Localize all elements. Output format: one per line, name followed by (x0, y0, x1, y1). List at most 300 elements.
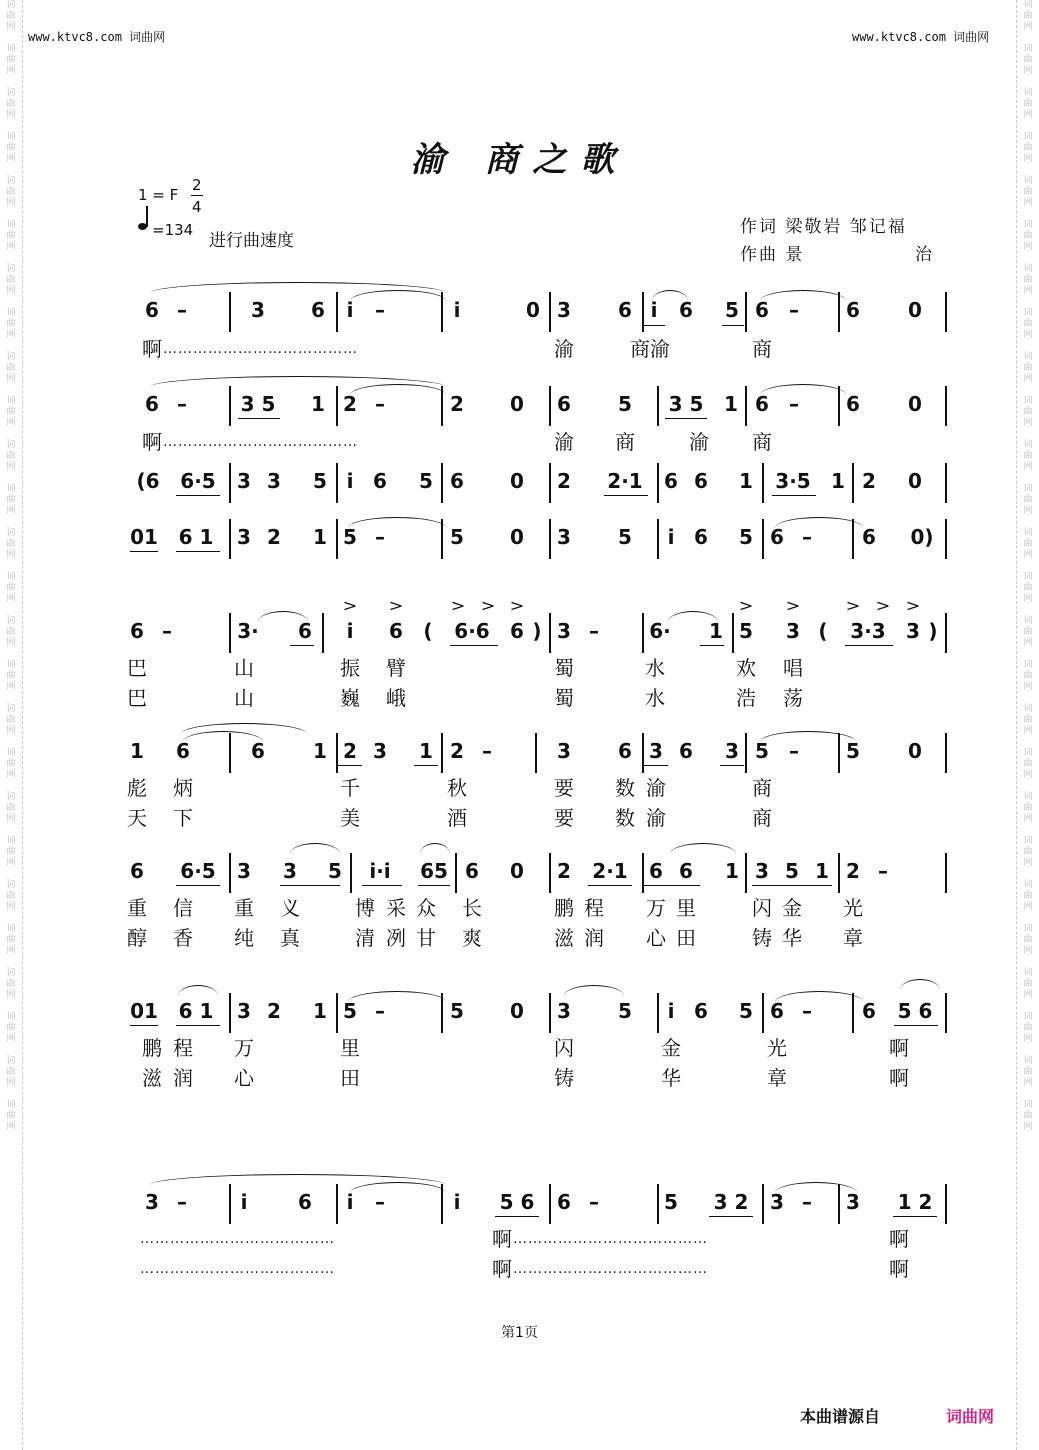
barline (549, 853, 551, 893)
lyric: 华 (782, 926, 802, 950)
barline (945, 733, 947, 773)
note: 5 (755, 739, 769, 763)
slur (652, 290, 688, 301)
note: 2 (557, 859, 571, 883)
underline (604, 495, 648, 496)
slur (420, 843, 450, 854)
accent-mark: > (342, 596, 358, 615)
time-sig-bottom: 4 (192, 198, 202, 216)
tie (760, 384, 846, 395)
lyric: 闪 (752, 896, 772, 920)
barline (441, 733, 443, 773)
lyric-line-2 (0, 430, 1039, 454)
note: 6 (694, 469, 708, 493)
barline (762, 519, 764, 559)
note: 1 (130, 739, 144, 763)
note: 3·3 (850, 619, 886, 643)
underline (643, 325, 665, 326)
lyric: 章 (843, 926, 863, 950)
note: – (789, 739, 799, 763)
lyric-dots: ………………………………… (163, 434, 358, 450)
lyric: 秋 (447, 776, 467, 800)
song-title: 渝 商之歌 (410, 140, 629, 180)
lyric: 万 (234, 1036, 254, 1060)
note: i (650, 298, 658, 322)
note: i (240, 1190, 248, 1214)
lyric: 炳 (173, 776, 193, 800)
note: 3 (237, 469, 251, 493)
lyric: 商 (752, 776, 772, 800)
underline (290, 645, 314, 646)
lyric: 数 (615, 806, 635, 830)
barline (549, 292, 551, 332)
slur (290, 843, 340, 854)
lyric: 里 (676, 896, 696, 920)
note: 6 (130, 619, 144, 643)
note: 6 (251, 739, 265, 763)
note: 0 (510, 999, 524, 1023)
barline (322, 613, 324, 653)
note: 0 (908, 739, 922, 763)
note: 0) (910, 525, 934, 549)
lyric: 美 (340, 806, 360, 830)
note: 3· (237, 619, 259, 643)
accent-mark: > (388, 596, 404, 615)
note: 6 (862, 525, 876, 549)
barline (945, 519, 947, 559)
lyric: 水 (645, 656, 665, 680)
note: ) (928, 619, 938, 643)
lyric: 鹏 (554, 896, 574, 920)
note: 6 (755, 298, 769, 322)
note: 6 (557, 392, 571, 416)
note: 5 (664, 1190, 678, 1214)
lyric: 华 (661, 1066, 681, 1090)
note: ) (532, 619, 542, 643)
note: 6 (311, 298, 325, 322)
barline (945, 292, 947, 332)
accent-mark: > (509, 596, 525, 615)
note: 5 (343, 999, 357, 1023)
lyric: 数 (615, 776, 635, 800)
composer-end: 治 (915, 245, 934, 265)
note: 3 (906, 619, 920, 643)
note: 5 6 (499, 1190, 535, 1214)
lyric: 里 (340, 1036, 360, 1060)
note: – (162, 619, 172, 643)
score-line-2 (0, 392, 1039, 432)
accent-mark: > (480, 596, 496, 615)
barline (350, 853, 352, 893)
note: 65 (420, 859, 448, 883)
score-line-5 (0, 619, 1039, 659)
note: 1 (311, 392, 325, 416)
note: 1 (313, 525, 327, 549)
note: 5 (419, 469, 433, 493)
barline (657, 1184, 659, 1224)
lyric: 程 (584, 896, 604, 920)
source-label: 本曲谱源自 (800, 1407, 881, 1426)
lyric: 万 (646, 896, 666, 920)
note: 6 (145, 392, 159, 416)
underline (752, 885, 832, 886)
lyric: 重 (234, 896, 254, 920)
note: – (482, 739, 492, 763)
lyric: 铸 (752, 926, 772, 950)
lyric: 啊 (492, 1227, 512, 1251)
barline (336, 463, 338, 503)
note: 5 (739, 525, 753, 549)
barline (642, 733, 644, 773)
note: 1 (725, 859, 739, 883)
note: – (589, 619, 599, 643)
score-line-3 (0, 469, 1039, 509)
note: – (177, 1190, 187, 1214)
score-line-4 (0, 525, 1039, 565)
note: 1 (724, 392, 738, 416)
lyric: 啊 (142, 337, 162, 361)
lyric: 润 (173, 1066, 193, 1090)
slur (668, 611, 718, 622)
note: 5 6 (897, 999, 933, 1023)
underline (722, 325, 744, 326)
lyric: 水 (645, 686, 665, 710)
lyric: 彪 (127, 776, 147, 800)
lyric: 鹏 (142, 1036, 162, 1060)
lyric: 啊 (889, 1227, 909, 1251)
note: 6 (389, 619, 403, 643)
lyric: 博 (355, 896, 375, 920)
underline (709, 1216, 753, 1217)
note: 3 (237, 859, 251, 883)
note: 3 (373, 739, 387, 763)
barline (229, 853, 231, 893)
barline (455, 853, 457, 893)
barline (945, 613, 947, 653)
note: 1 (313, 999, 327, 1023)
barline (535, 733, 537, 773)
note: 3 (267, 469, 281, 493)
lyric: 程 (173, 1036, 193, 1060)
tempo-value: =134 (152, 221, 194, 239)
note: 6 (770, 999, 784, 1023)
note: 0 (526, 298, 540, 322)
barline (745, 853, 747, 893)
note: 5 (846, 739, 860, 763)
accent-mark: > (785, 596, 801, 615)
note: 3 (557, 298, 571, 322)
underline (772, 495, 816, 496)
note: 6 (679, 298, 693, 322)
lyric: 商 (752, 430, 772, 454)
source-brand-link[interactable]: 词曲网 (946, 1407, 995, 1426)
note: – (375, 298, 385, 322)
barline (229, 613, 231, 653)
note: 6 (862, 999, 876, 1023)
lyric: 清 (355, 926, 375, 950)
note: 2 (557, 469, 571, 493)
note: 6 (130, 859, 144, 883)
lyric: 啊 (889, 1257, 909, 1281)
tie (775, 991, 863, 1002)
note: 6 (664, 469, 678, 493)
lyric-line-8a (0, 1036, 1039, 1060)
barline (762, 993, 764, 1033)
note: 3 (557, 999, 571, 1023)
score-line-1 (0, 298, 1039, 338)
note: i (346, 1190, 354, 1214)
barline (336, 993, 338, 1033)
barline (336, 733, 338, 773)
lyric: 义 (280, 896, 300, 920)
underline (338, 765, 362, 766)
note: i (346, 298, 354, 322)
note: 3 (846, 1190, 860, 1214)
note: 6 (176, 739, 190, 763)
lyric: 渝 (554, 430, 574, 454)
barline (336, 1184, 338, 1224)
lyric: 金 (782, 896, 802, 920)
right-watermark: 词 曲 网 词 曲 网 词 曲 网 词 曲 网 词 曲 网 词 曲 网 词 曲 网 词 曲 网 词 曲 网 词 曲 网 词 曲 网 词 曲 网 词 曲 网 词 曲 网 词 曲 网 词 曲 网 词 曲 网 词 曲 网 词 曲 网 词 曲 网 词 曲 网 词 曲 网 词 曲 网 词 曲 网 词 曲 网 词 曲 网 (1023, 0, 1033, 1132)
note: 0 (510, 469, 524, 493)
barline (762, 463, 764, 503)
note: 3 (557, 619, 571, 643)
lyric: 峨 (386, 686, 406, 710)
lyric: 山 (234, 686, 254, 710)
note: – (802, 525, 812, 549)
note: 3 (237, 999, 251, 1023)
lyric-dots: ………………………………… (140, 1231, 335, 1247)
barline (229, 1184, 231, 1224)
note: 6 (679, 859, 693, 883)
lyric: 心 (234, 1066, 254, 1090)
lyric: 闪 (554, 1036, 574, 1060)
lyric: 商 (615, 430, 635, 454)
site-url-left[interactable]: www.ktvc8.com 词曲网 (28, 30, 166, 44)
note: 01 (130, 999, 158, 1023)
note: 3 (770, 1190, 784, 1214)
lyric: 千 (340, 776, 360, 800)
underline (130, 1025, 158, 1026)
barline (657, 463, 659, 503)
barline (441, 463, 443, 503)
note: 5 (618, 392, 632, 416)
lyric: 要 (554, 806, 574, 830)
key-signature: 1 = F (138, 186, 179, 204)
note: 2 (267, 525, 281, 549)
lyric: 唱 (783, 656, 803, 680)
score-line-8 (0, 999, 1039, 1039)
note: 3 (283, 859, 297, 883)
note: 6 (694, 999, 708, 1023)
lyric-line-8b (0, 1066, 1039, 1090)
note: 3 (649, 739, 663, 763)
lyric-dots: ………………………………… (513, 1261, 708, 1277)
note: 3 (251, 298, 265, 322)
tempo-text: 进行曲速度 (209, 231, 294, 251)
lyric: 渝 (646, 776, 666, 800)
note: – (375, 1190, 385, 1214)
note: 6 (450, 469, 464, 493)
note: 0 (510, 525, 524, 549)
barline (852, 463, 854, 503)
note: 1 (815, 859, 829, 883)
note: 6 (557, 1190, 571, 1214)
note: 2 (267, 999, 281, 1023)
underline (495, 1216, 539, 1217)
note: 6 (510, 619, 524, 643)
lyric: 田 (340, 1066, 360, 1090)
lyric: 荡 (783, 686, 803, 710)
lyric: 下 (173, 806, 193, 830)
barline (642, 292, 644, 332)
underline (893, 1216, 937, 1217)
note: 01 (130, 525, 158, 549)
underline (644, 885, 700, 886)
lyric: 商渝 (630, 337, 670, 361)
underline (720, 765, 744, 766)
note: 6 (145, 298, 159, 322)
underline (130, 551, 158, 552)
barline (945, 386, 947, 426)
note: 1 (709, 619, 723, 643)
note: 6 (649, 859, 663, 883)
underline (845, 645, 893, 646)
page-number: 第1页 (501, 1325, 538, 1341)
note: 3 5 (240, 392, 276, 416)
lyric: 天 (127, 806, 147, 830)
note: – (789, 392, 799, 416)
note: 6 (846, 392, 860, 416)
slur (564, 985, 624, 996)
lyric: 欢 (736, 656, 756, 680)
barline (642, 853, 644, 893)
note: – (375, 525, 385, 549)
note: 2·1 (592, 859, 628, 883)
barline (549, 1184, 551, 1224)
note: 2 (862, 469, 876, 493)
barline (745, 292, 747, 332)
note: 0 (510, 392, 524, 416)
note: 3 (237, 525, 251, 549)
note: 6 (694, 525, 708, 549)
site-url-right[interactable]: www.ktvc8.com 词曲网 (852, 30, 990, 44)
note: 5 (739, 619, 753, 643)
lyric: 光 (843, 896, 863, 920)
note: 6 (298, 1190, 312, 1214)
note: 0 (908, 392, 922, 416)
barline (549, 386, 551, 426)
note: 5 (450, 525, 464, 549)
barline (657, 386, 659, 426)
underline (894, 1025, 938, 1026)
accent-mark: > (845, 596, 861, 615)
underline (176, 885, 220, 886)
underline (176, 1025, 220, 1026)
note: 5 (739, 999, 753, 1023)
note: 1 (831, 469, 845, 493)
note: i (667, 525, 675, 549)
lyric-line-7b (0, 926, 1039, 950)
barline (762, 1184, 764, 1224)
barline (945, 853, 947, 893)
note: – (789, 298, 799, 322)
underline (280, 885, 340, 886)
note: 1 (419, 739, 433, 763)
lyric-dots: ………………………………… (513, 1231, 708, 1247)
underline (176, 551, 220, 552)
lyric-dots: ………………………………… (163, 341, 358, 357)
lyric: 冽 (386, 926, 406, 950)
note: – (177, 392, 187, 416)
note: 3 (786, 619, 800, 643)
time-sig-top: 2 (192, 176, 202, 194)
note: 6·6 (454, 619, 490, 643)
lyric-line-5b (0, 686, 1039, 710)
note: i·i (369, 859, 391, 883)
lyric: 香 (173, 926, 193, 950)
lyric: 商 (752, 337, 772, 361)
note: 6 (298, 619, 312, 643)
note: (6 (136, 469, 160, 493)
note: 1 (739, 469, 753, 493)
lyric: 啊 (889, 1036, 909, 1060)
lyricist: 作词 梁敬岩 邹记福 (740, 217, 907, 237)
note: 5 (618, 999, 632, 1023)
note: 5 (618, 525, 632, 549)
note: 3 5 (668, 392, 704, 416)
lyric-line-7a (0, 896, 1039, 920)
lyric: 心 (646, 926, 666, 950)
note: 1 2 (897, 1190, 933, 1214)
lyric: 长 (462, 896, 482, 920)
note: i (667, 999, 675, 1023)
lyric: 甘 (416, 926, 436, 950)
lyric: 重 (127, 896, 147, 920)
note: 3 (557, 739, 571, 763)
barline (229, 519, 231, 559)
note: 6 1 (178, 999, 214, 1023)
barline (732, 613, 734, 653)
composer: 作曲 景 (740, 245, 805, 265)
underline (665, 418, 707, 419)
underline (238, 418, 280, 419)
note: – (802, 1190, 812, 1214)
lyric: 商 (752, 806, 772, 830)
lyric: 巴 (127, 656, 147, 680)
note: – (878, 859, 888, 883)
quarter-note-stem (146, 206, 148, 227)
note: 3 (557, 525, 571, 549)
accent-mark: > (905, 596, 921, 615)
lyric: 蜀 (554, 686, 574, 710)
tie (775, 517, 863, 528)
lyric-dots: ………………………………… (140, 1261, 335, 1277)
note: 1 (313, 739, 327, 763)
note: 6 (618, 739, 632, 763)
note: i (453, 298, 461, 322)
note: 5 (725, 298, 739, 322)
note: – (375, 999, 385, 1023)
note: ( (423, 619, 433, 643)
tie (775, 1182, 857, 1193)
score-line-6 (0, 739, 1039, 779)
lyric-line-5a (0, 656, 1039, 680)
note: 2 (343, 392, 357, 416)
lyric: 真 (280, 926, 300, 950)
barline (229, 463, 231, 503)
underline (644, 765, 668, 766)
